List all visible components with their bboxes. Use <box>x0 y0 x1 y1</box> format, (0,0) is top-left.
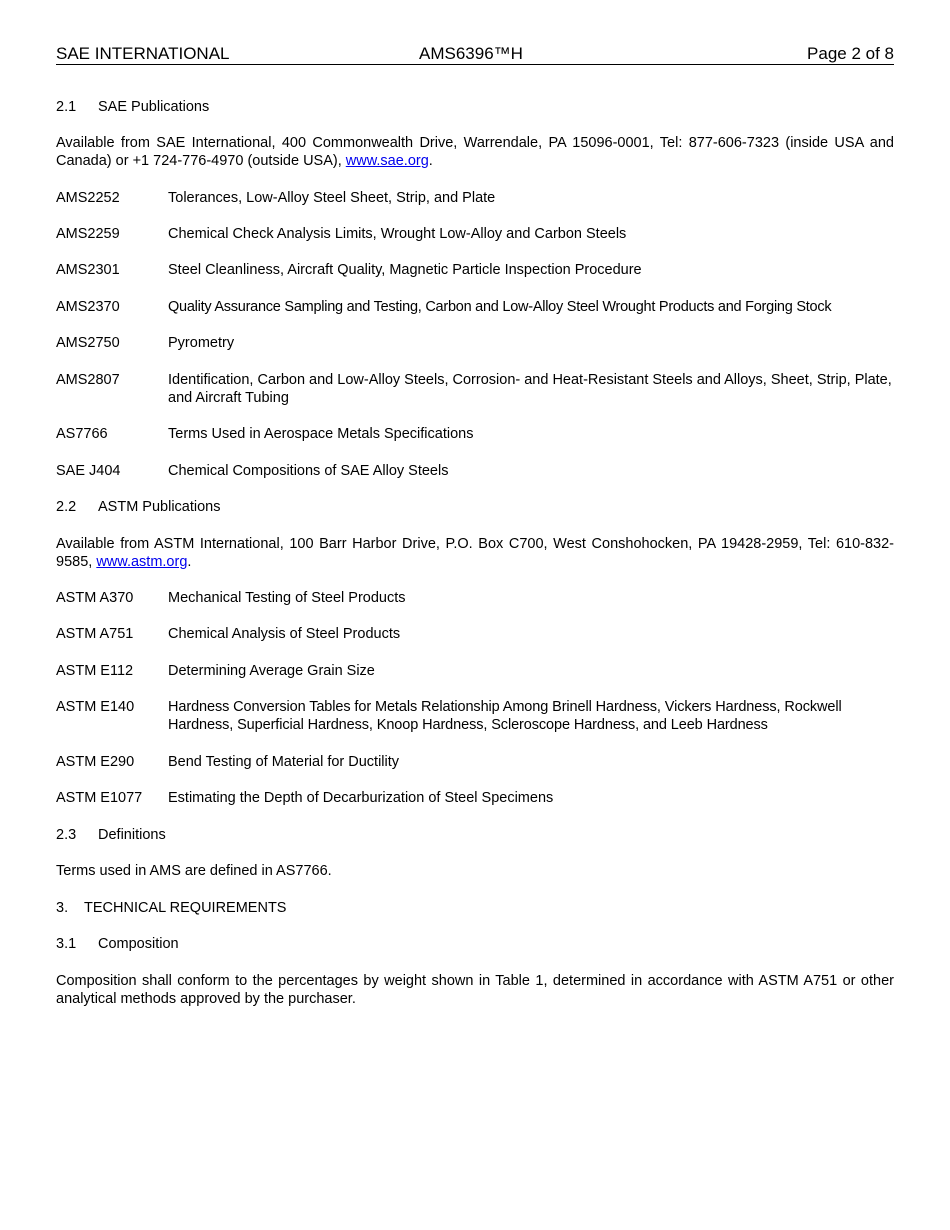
reference-title: Tolerances, Low-Alloy Steel Sheet, Strip, and Plate <box>168 190 496 206</box>
composition-paragraph: Composition shall conform to the percentages by weight shown in Table 1, determined in accordance with ASTM A751 or other analytical methods approved by the purchaser. <box>56 973 894 1007</box>
reference-title: Estimating the Depth of Decarburization of Steel Specimens <box>168 790 554 806</box>
section-number: 2.1 <box>56 99 77 115</box>
reference-item <box>56 462 894 480</box>
reference-title: Chemical Compositions of SAE Alloy Steels <box>168 463 449 479</box>
reference-code: ASTM A370 <box>56 590 134 606</box>
section-heading-3-1 <box>56 935 179 953</box>
section-title: SAE Publications <box>98 99 210 115</box>
section-heading-2-1 <box>56 98 209 116</box>
astm-availability-end: . <box>187 554 192 570</box>
header-org: SAE INTERNATIONAL <box>56 44 230 63</box>
section-heading-3 <box>56 899 286 917</box>
reference-title: Steel Cleanliness, Aircraft Quality, Magnetic Particle Inspection Procedure <box>168 262 642 278</box>
reference-code: ASTM E140 <box>56 699 135 715</box>
reference-title: Terms Used in Aerospace Metals Specifications <box>168 426 474 442</box>
reference-item <box>56 225 894 243</box>
astm-availability-paragraph <box>56 535 894 571</box>
page-header <box>56 44 894 65</box>
astm-availability-text: Available from ASTM International, 100 Barr Harbor Drive, P.O. Box C700, West Conshohocken, PA 19428-2959, Tel: 610-832-9585, <box>56 536 894 570</box>
reference-code: AMS2807 <box>56 372 120 388</box>
reference-title: Identification, Carbon and Low-Alloy Steels, Corrosion- and Heat-Resistant Steels and Alloys, Sheet, Strip, Plate, and Aircraft Tubing <box>168 372 892 406</box>
sae-website-link[interactable]: www.sae.org <box>345 153 429 169</box>
section-number: 3.1 <box>56 936 77 952</box>
reference-item <box>56 753 894 771</box>
reference-item <box>56 261 894 279</box>
reference-item <box>56 425 894 443</box>
section-number: 2.3 <box>56 827 77 843</box>
reference-item <box>56 662 894 680</box>
reference-title: Chemical Check Analysis Limits, Wrought Low-Alloy and Carbon Steels <box>168 226 627 242</box>
reference-title: Hardness Conversion Tables for Metals Relationship Among Brinell Hardness, Vickers Hardness, Rockwell Hardness, Superficial Hardness, Knoop Hardness, Scleroscope Hardness, and Leeb Hardness <box>168 699 842 733</box>
reference-code: AMS2259 <box>56 226 120 242</box>
reference-title: Pyrometry <box>168 335 235 351</box>
sae-availability-text: Available from SAE International, 400 Commonwealth Drive, Warrendale, PA 15096-0001, Tel: 877-606-7323 (inside USA and Canada) or +1 724-776-4970 (outside USA), <box>56 135 894 169</box>
reference-title: Chemical Analysis of Steel Products <box>168 626 401 642</box>
reference-code: ASTM E112 <box>56 663 134 679</box>
reference-code: AMS2252 <box>56 190 120 206</box>
section-title: TECHNICAL REQUIREMENTS <box>84 900 287 916</box>
reference-item <box>56 189 894 207</box>
reference-code: ASTM E290 <box>56 754 135 770</box>
header-doc-id: AMS6396™H <box>419 44 523 63</box>
definitions-paragraph: Terms used in AMS are defined in AS7766. <box>56 863 332 879</box>
reference-title: Quality Assurance Sampling and Testing, Carbon and Low-Alloy Steel Wrought Products and Forging Stock <box>168 299 832 315</box>
reference-code: ASTM E1077 <box>56 790 143 806</box>
reference-item <box>56 625 894 643</box>
astm-website-link[interactable]: www.astm.org <box>96 554 188 570</box>
reference-item <box>56 789 894 807</box>
reference-item <box>56 698 894 734</box>
reference-code: AMS2301 <box>56 262 120 278</box>
reference-title: Mechanical Testing of Steel Products <box>168 590 406 606</box>
reference-item <box>56 334 894 352</box>
reference-code: SAE J404 <box>56 463 121 479</box>
reference-code: AMS2370 <box>56 299 120 315</box>
section-heading-2-2 <box>56 498 221 516</box>
sae-availability-paragraph <box>56 134 894 170</box>
reference-item <box>56 371 894 407</box>
sae-availability-end: . <box>428 153 433 169</box>
section-title: ASTM Publications <box>98 499 221 515</box>
section-title: Definitions <box>98 827 166 843</box>
reference-title: Bend Testing of Material for Ductility <box>168 754 400 770</box>
header-page-number: Page 2 of 8 <box>807 44 894 63</box>
reference-title: Determining Average Grain Size <box>168 663 375 679</box>
reference-item <box>56 298 894 316</box>
section-heading-2-3 <box>56 826 166 844</box>
section-number: 3. <box>56 900 69 916</box>
reference-code: AS7766 <box>56 426 108 442</box>
section-title: Composition <box>98 936 179 952</box>
section-number: 2.2 <box>56 499 77 515</box>
reference-code: AMS2750 <box>56 335 120 351</box>
reference-item <box>56 589 894 607</box>
reference-code: ASTM A751 <box>56 626 134 642</box>
